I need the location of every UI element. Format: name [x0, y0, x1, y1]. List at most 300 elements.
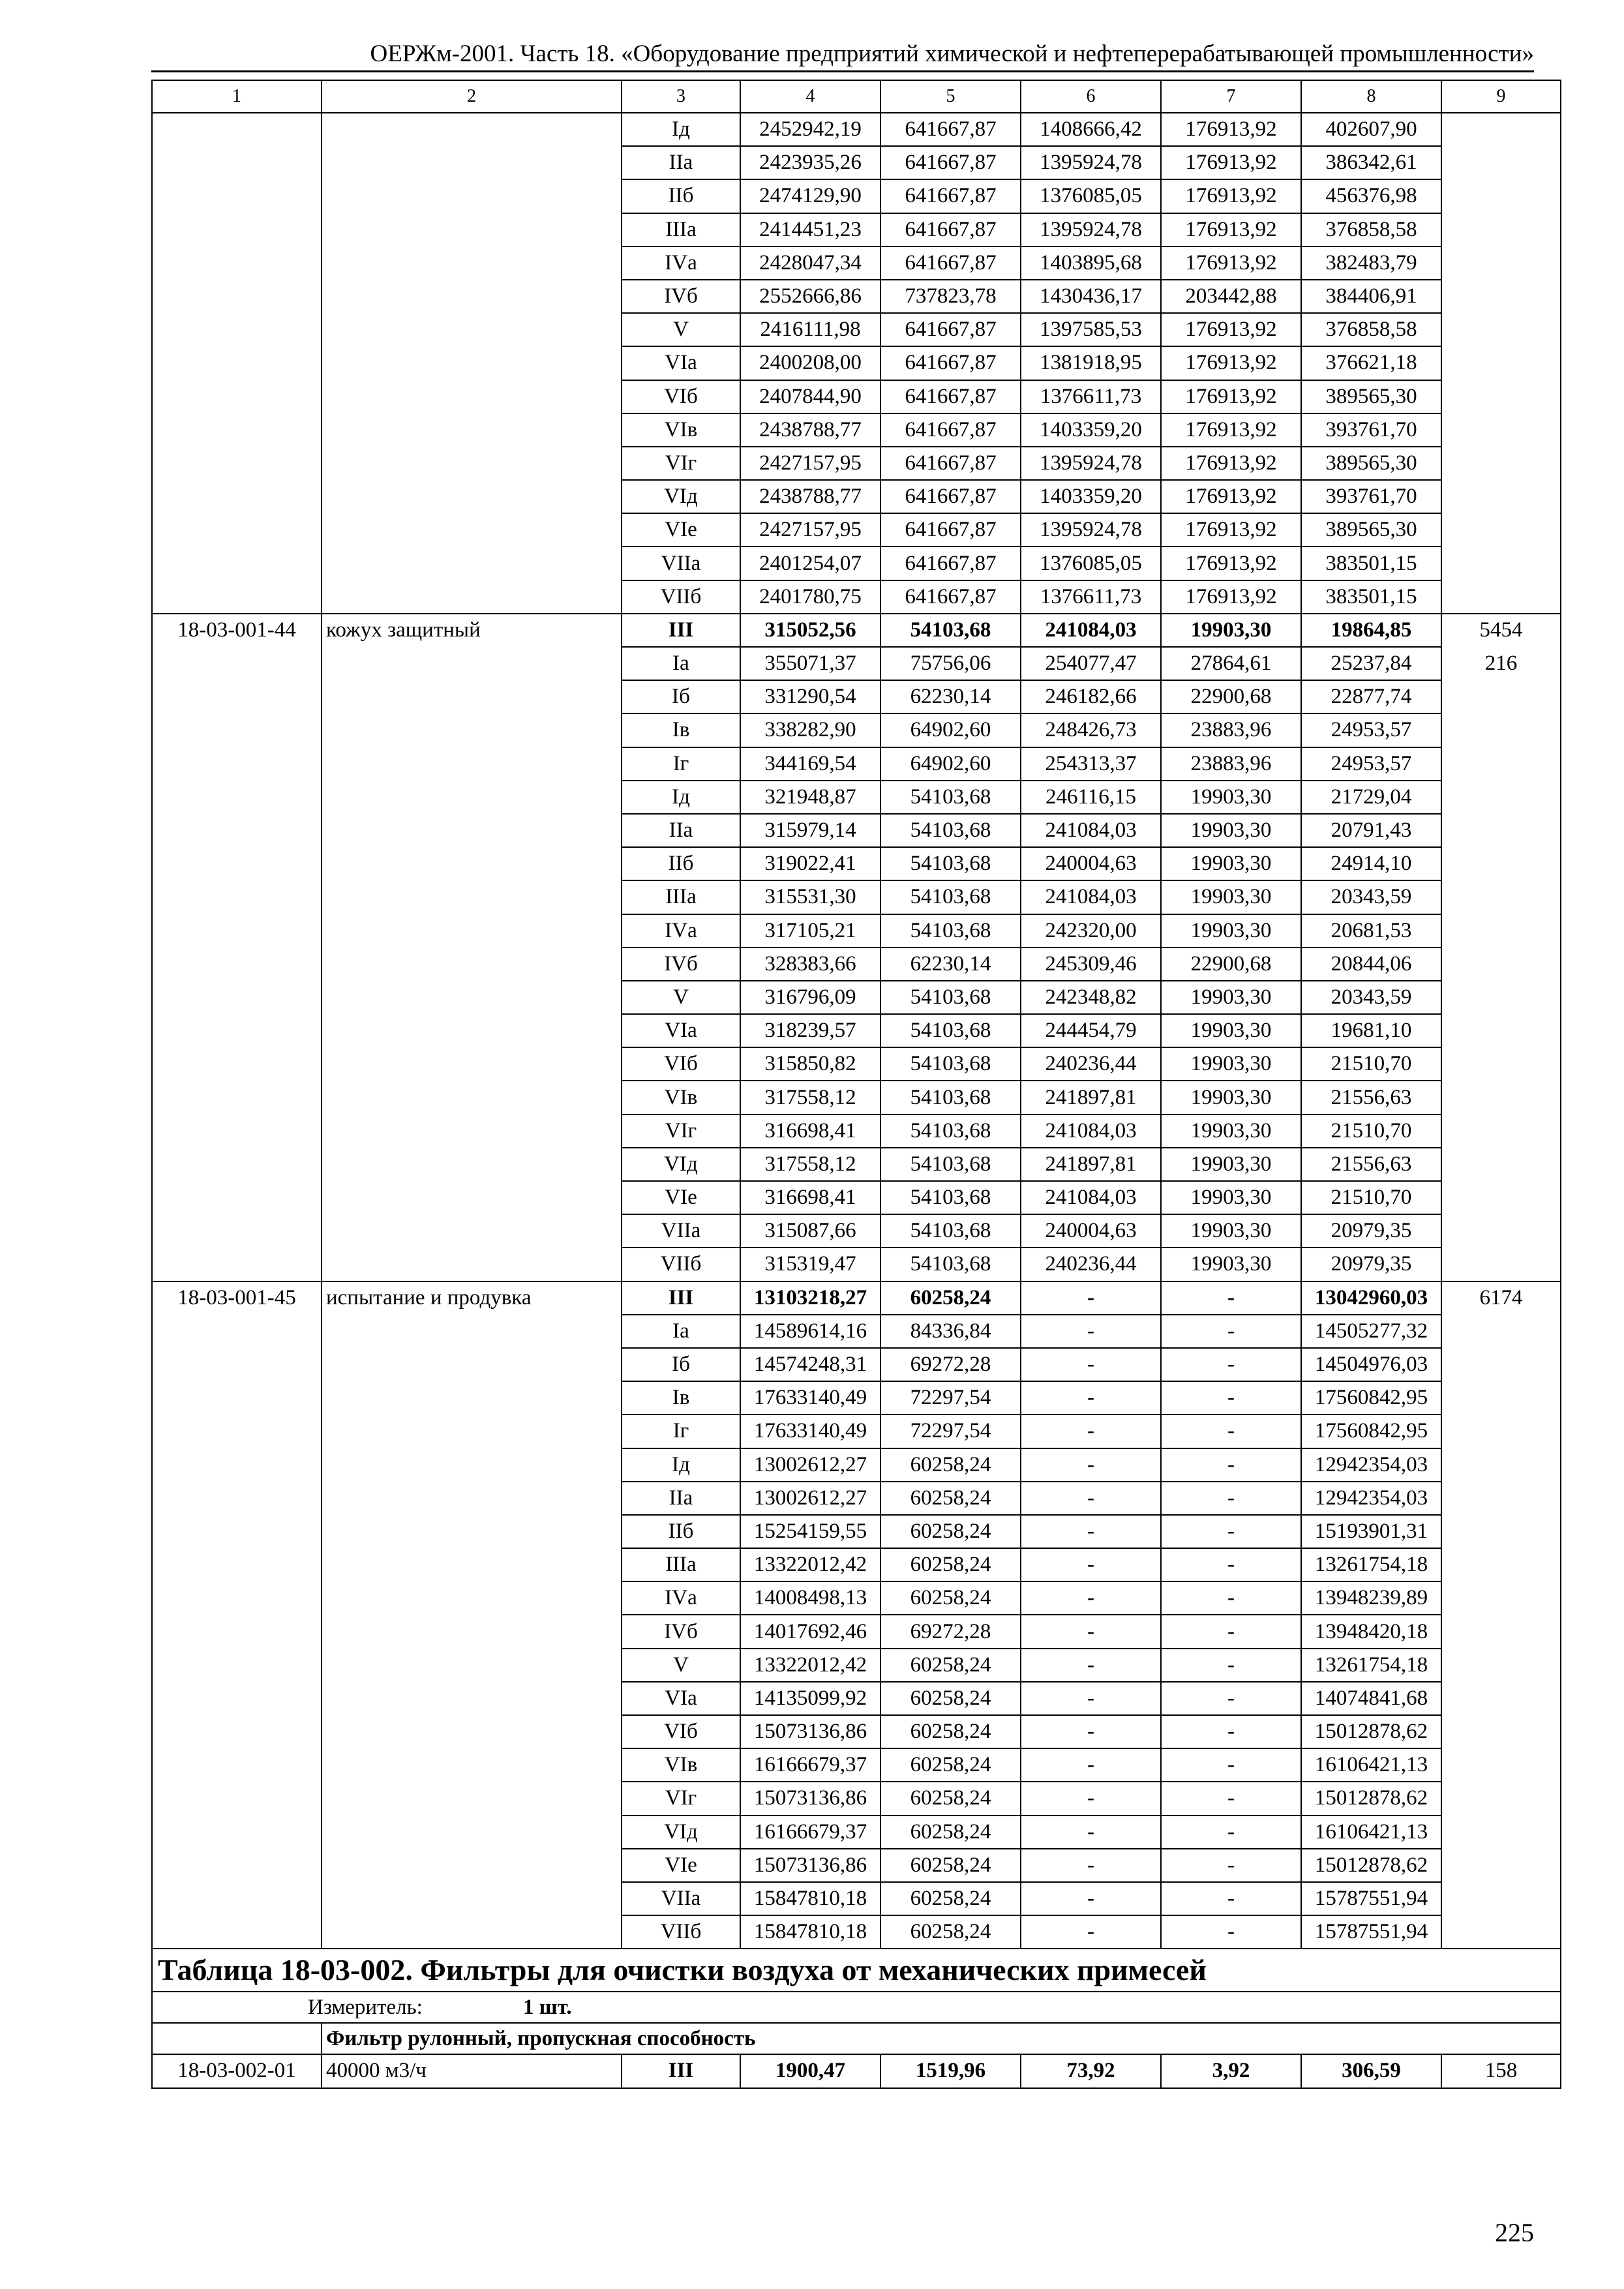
work-name: [322, 747, 622, 781]
rate-code: [152, 1816, 322, 1849]
value-cell: 54103,68: [880, 1181, 1021, 1214]
table-row: [152, 580, 1561, 614]
table-row: [152, 1214, 1561, 1248]
value-cell: 17633140,49: [740, 1414, 880, 1448]
value-cell: 19903,30: [1161, 814, 1301, 847]
table-row: [152, 413, 1561, 447]
value-cell: 54103,68: [880, 781, 1021, 814]
value-cell: 21510,70: [1301, 1115, 1441, 1148]
value-cell: -: [1161, 1548, 1301, 1581]
value-cell: 20343,59: [1301, 880, 1441, 914]
value-cell: 176913,92: [1161, 380, 1301, 413]
value-cell: 20343,59: [1301, 981, 1441, 1014]
extra-cell: [1441, 713, 1561, 747]
value-cell: 19903,30: [1161, 1115, 1301, 1148]
rate-code: [152, 1515, 322, 1548]
work-name: [322, 1115, 622, 1148]
extra-cell: [1441, 480, 1561, 513]
value-cell: 315531,30: [740, 880, 880, 914]
value-cell: 355071,37: [740, 647, 880, 680]
rate-code: [152, 1115, 322, 1148]
value-cell: 60258,24: [880, 1882, 1021, 1915]
value-cell: 389565,30: [1301, 513, 1441, 546]
value-cell: 19903,30: [1161, 1148, 1301, 1181]
value-cell: 317558,12: [740, 1081, 880, 1114]
value-cell: -: [1161, 1748, 1301, 1782]
rate-code: [152, 1248, 322, 1281]
column-number: 6: [1021, 80, 1161, 113]
value-cell: 14574248,31: [740, 1348, 880, 1381]
rate-code: [152, 747, 322, 781]
rate-code: [152, 213, 322, 247]
value-cell: 16166679,37: [740, 1748, 880, 1782]
extra-cell: [1441, 680, 1561, 713]
value-cell: 17560842,95: [1301, 1381, 1441, 1414]
extra-cell: [1441, 1482, 1561, 1515]
value-cell: -: [1021, 1882, 1161, 1915]
table-row: [152, 346, 1561, 380]
work-name: [322, 1682, 622, 1715]
value-cell: 54103,68: [880, 1014, 1021, 1047]
table-row: [152, 179, 1561, 213]
extra-cell: [1441, 880, 1561, 914]
table-row: [152, 1148, 1561, 1181]
value-cell: 14135099,92: [740, 1682, 880, 1715]
value-cell: 176913,92: [1161, 247, 1301, 280]
extra-cell: [1441, 1682, 1561, 1715]
rate-code: [152, 1448, 322, 1482]
rate-code: [152, 1181, 322, 1214]
work-name: [322, 1515, 622, 1548]
table-row: [152, 146, 1561, 179]
value-cell: 641667,87: [880, 113, 1021, 146]
value-cell: 15847810,18: [740, 1882, 880, 1915]
value-cell: 242348,82: [1021, 981, 1161, 1014]
zone-cell: IVа: [622, 1581, 740, 1615]
work-name: [322, 580, 622, 614]
table-row: [152, 1181, 1561, 1214]
value-cell: 3,92: [1161, 2054, 1301, 2087]
value-cell: 24953,57: [1301, 713, 1441, 747]
value-cell: 60258,24: [880, 1782, 1021, 1815]
work-name: [322, 981, 622, 1014]
work-name: кожух защитный: [322, 614, 622, 647]
value-cell: 15787551,94: [1301, 1915, 1441, 1949]
value-cell: 60258,24: [880, 1515, 1021, 1548]
value-cell: 19903,30: [1161, 1248, 1301, 1281]
extra-cell: [1441, 1248, 1561, 1281]
value-cell: 15012878,62: [1301, 1849, 1441, 1882]
value-cell: 19903,30: [1161, 1047, 1301, 1081]
work-name: [322, 1581, 622, 1615]
rate-code: [152, 1581, 322, 1615]
rate-code: [152, 1615, 322, 1648]
value-cell: 176913,92: [1161, 113, 1301, 146]
rate-code: [152, 1148, 322, 1181]
value-cell: 1900,47: [740, 2054, 880, 2087]
rate-code: [152, 346, 322, 380]
table-row: [152, 747, 1561, 781]
value-cell: 383501,15: [1301, 580, 1441, 614]
work-name: [322, 647, 622, 680]
table-row: [152, 1248, 1561, 1281]
value-cell: 25237,84: [1301, 647, 1441, 680]
value-cell: -: [1161, 1315, 1301, 1348]
table-row: [152, 1281, 1561, 1315]
value-cell: 1376085,05: [1021, 546, 1161, 580]
value-cell: 84336,84: [880, 1315, 1021, 1348]
value-cell: 1395924,78: [1021, 513, 1161, 546]
work-name: [322, 1548, 622, 1581]
page-header: ОЕРЖм-2001. Часть 18. «Оборудование предприятий химической и нефтеперерабатывающей промышленности»: [151, 38, 1534, 72]
value-cell: 2416111,98: [740, 313, 880, 346]
extra-cell: [1441, 380, 1561, 413]
zone-cell: IVб: [622, 1615, 740, 1648]
value-cell: 22900,68: [1161, 948, 1301, 981]
zone-cell: VIг: [622, 1782, 740, 1815]
zone-cell: III: [622, 1281, 740, 1315]
work-name: [322, 1381, 622, 1414]
zone-cell: Iа: [622, 1315, 740, 1348]
zone-cell: VIв: [622, 1081, 740, 1114]
table-row: [152, 213, 1561, 247]
extra-cell: [1441, 847, 1561, 880]
value-cell: 14505277,32: [1301, 1315, 1441, 1348]
rate-code: [152, 1414, 322, 1448]
table-row: [152, 1882, 1561, 1915]
table-row: [152, 1014, 1561, 1047]
rate-code: [152, 814, 322, 847]
value-cell: 15012878,62: [1301, 1715, 1441, 1748]
value-cell: 54103,68: [880, 1047, 1021, 1081]
value-cell: 54103,68: [880, 914, 1021, 948]
value-cell: 2438788,77: [740, 413, 880, 447]
value-cell: 376858,58: [1301, 313, 1441, 346]
extra-cell: [1441, 247, 1561, 280]
value-cell: 254077,47: [1021, 647, 1161, 680]
zone-cell: Iд: [622, 113, 740, 146]
value-cell: -: [1161, 1882, 1301, 1915]
extra-cell: [1441, 814, 1561, 847]
table-row: [152, 1081, 1561, 1114]
work-name: [322, 847, 622, 880]
value-cell: -: [1021, 1381, 1161, 1414]
value-cell: 19903,30: [1161, 880, 1301, 914]
value-cell: -: [1021, 1581, 1161, 1615]
value-cell: 241897,81: [1021, 1081, 1161, 1114]
table-row: [152, 1816, 1561, 1849]
zone-cell: IVб: [622, 948, 740, 981]
value-cell: 15254159,55: [740, 1515, 880, 1548]
value-cell: 19864,85: [1301, 614, 1441, 647]
value-cell: 2474129,90: [740, 179, 880, 213]
value-cell: 737823,78: [880, 280, 1021, 313]
work-name: 40000 м3/ч: [322, 2054, 622, 2087]
rate-code: [152, 914, 322, 948]
work-name: [322, 280, 622, 313]
zone-cell: Iв: [622, 1381, 740, 1414]
work-name: [322, 1148, 622, 1181]
value-cell: 315052,56: [740, 614, 880, 647]
value-cell: 60258,24: [880, 1482, 1021, 1515]
value-cell: 20681,53: [1301, 914, 1441, 948]
zone-cell: V: [622, 981, 740, 1014]
value-cell: 19903,30: [1161, 1014, 1301, 1047]
value-cell: 54103,68: [880, 847, 1021, 880]
value-cell: 1397585,53: [1021, 313, 1161, 346]
value-cell: 16166679,37: [740, 1816, 880, 1849]
table2-title: Таблица 18-03-002. Фильтры для очистки воздуха от механических примесей: [152, 1949, 1561, 1992]
value-cell: 248426,73: [1021, 713, 1161, 747]
work-name: [322, 480, 622, 513]
rates-table: [151, 80, 1561, 2089]
zone-cell: VIг: [622, 1115, 740, 1148]
value-cell: 641667,87: [880, 447, 1021, 480]
zone-cell: IIIа: [622, 1548, 740, 1581]
column-number-row: [152, 80, 1561, 113]
work-name: [322, 1748, 622, 1782]
extra-cell: [1441, 1548, 1561, 1581]
extra-cell: [1441, 513, 1561, 546]
work-name: [322, 247, 622, 280]
rate-code: [152, 1649, 322, 1682]
zone-cell: Iв: [622, 713, 740, 747]
value-cell: 1403359,20: [1021, 480, 1161, 513]
table-row: [152, 647, 1561, 680]
extra-cell: [1441, 413, 1561, 447]
value-cell: 241084,03: [1021, 880, 1161, 914]
value-cell: 75756,06: [880, 647, 1021, 680]
rate-code: [152, 1849, 322, 1882]
work-name: [322, 1448, 622, 1482]
table-row: [152, 513, 1561, 546]
value-cell: -: [1021, 1548, 1161, 1581]
extra-cell: [1441, 1381, 1561, 1414]
value-cell: 176913,92: [1161, 179, 1301, 213]
work-name: [322, 346, 622, 380]
value-cell: 19903,30: [1161, 1081, 1301, 1114]
zone-cell: Iб: [622, 1348, 740, 1381]
value-cell: 54103,68: [880, 614, 1021, 647]
value-cell: 15073136,86: [740, 1715, 880, 1748]
value-cell: 241084,03: [1021, 1115, 1161, 1148]
value-cell: 241084,03: [1021, 614, 1161, 647]
value-cell: 13322012,42: [740, 1649, 880, 1682]
value-cell: 1430436,17: [1021, 280, 1161, 313]
extra-cell: 158: [1441, 2054, 1561, 2087]
value-cell: 2428047,34: [740, 247, 880, 280]
value-cell: -: [1161, 1849, 1301, 1882]
column-number: 2: [322, 80, 622, 113]
value-cell: 203442,88: [1161, 280, 1301, 313]
rate-code: [152, 480, 322, 513]
value-cell: 13322012,42: [740, 1548, 880, 1581]
extra-cell: [1441, 580, 1561, 614]
rate-code: [152, 647, 322, 680]
value-cell: -: [1161, 1715, 1301, 1748]
rate-code: [152, 1081, 322, 1114]
value-cell: 13948420,18: [1301, 1615, 1441, 1648]
value-cell: -: [1161, 1515, 1301, 1548]
value-cell: -: [1021, 1315, 1161, 1348]
work-name: [322, 713, 622, 747]
value-cell: 60258,24: [880, 1682, 1021, 1715]
value-cell: 54103,68: [880, 814, 1021, 847]
work-name: [322, 680, 622, 713]
value-cell: 15847810,18: [740, 1915, 880, 1949]
value-cell: 240236,44: [1021, 1248, 1161, 1281]
work-name: [322, 113, 622, 146]
value-cell: 641667,87: [880, 513, 1021, 546]
value-cell: 2438788,77: [740, 480, 880, 513]
value-cell: -: [1161, 1281, 1301, 1315]
work-name: [322, 380, 622, 413]
value-cell: 176913,92: [1161, 313, 1301, 346]
value-cell: 306,59: [1301, 2054, 1441, 2087]
zone-cell: IVа: [622, 247, 740, 280]
table-row: [152, 1615, 1561, 1648]
value-cell: 641667,87: [880, 146, 1021, 179]
value-cell: 2427157,95: [740, 447, 880, 480]
zone-cell: IVб: [622, 280, 740, 313]
extra-cell: [1441, 113, 1561, 146]
rate-code: [152, 1348, 322, 1381]
zone-cell: VIг: [622, 447, 740, 480]
value-cell: 15012878,62: [1301, 1782, 1441, 1815]
work-name: [322, 1014, 622, 1047]
rate-code: [152, 580, 322, 614]
value-cell: 386342,61: [1301, 146, 1441, 179]
value-cell: 240236,44: [1021, 1047, 1161, 1081]
extra-cell: [1441, 1181, 1561, 1214]
value-cell: 2552666,86: [740, 280, 880, 313]
value-cell: 24914,10: [1301, 847, 1441, 880]
rate-code: [152, 280, 322, 313]
extra-cell: [1441, 546, 1561, 580]
rate-code: [152, 513, 322, 546]
value-cell: 62230,14: [880, 948, 1021, 981]
value-cell: -: [1161, 1782, 1301, 1815]
value-cell: 73,92: [1021, 2054, 1161, 2087]
value-cell: 19903,30: [1161, 847, 1301, 880]
value-cell: 15193901,31: [1301, 1515, 1441, 1548]
table-row: [152, 1915, 1561, 1949]
value-cell: 2452942,19: [740, 113, 880, 146]
extra-cell: [1441, 1715, 1561, 1748]
zone-cell: VIе: [622, 1849, 740, 1882]
value-cell: 20979,35: [1301, 1214, 1441, 1248]
value-cell: -: [1021, 1482, 1161, 1515]
table2-title-row: [152, 1949, 1561, 1992]
value-cell: 384406,91: [1301, 280, 1441, 313]
value-cell: 641667,87: [880, 247, 1021, 280]
value-cell: 23883,96: [1161, 713, 1301, 747]
extra-cell: [1441, 1214, 1561, 1248]
zone-cell: Iб: [622, 680, 740, 713]
value-cell: 241897,81: [1021, 1148, 1161, 1181]
value-cell: 246182,66: [1021, 680, 1161, 713]
zone-cell: Iг: [622, 747, 740, 781]
value-cell: 641667,87: [880, 380, 1021, 413]
value-cell: 60258,24: [880, 1581, 1021, 1615]
column-number: 1: [152, 80, 322, 113]
value-cell: 60258,24: [880, 1448, 1021, 1482]
rate-code: [152, 1315, 322, 1348]
table-row: [152, 313, 1561, 346]
value-cell: 240004,63: [1021, 1214, 1161, 1248]
extra-cell: [1441, 1915, 1561, 1949]
value-cell: -: [1021, 1281, 1161, 1315]
value-cell: 241084,03: [1021, 1181, 1161, 1214]
value-cell: 2414451,23: [740, 213, 880, 247]
table-row: [152, 546, 1561, 580]
value-cell: 389565,30: [1301, 447, 1441, 480]
value-cell: -: [1161, 1482, 1301, 1515]
value-cell: 13948239,89: [1301, 1581, 1441, 1615]
value-cell: 12942354,03: [1301, 1448, 1441, 1482]
rate-code: [152, 1047, 322, 1081]
table-row: [152, 981, 1561, 1014]
table-row: [152, 1047, 1561, 1081]
value-cell: 20791,43: [1301, 814, 1441, 847]
rate-code: [152, 146, 322, 179]
value-cell: 69272,28: [880, 1615, 1021, 1648]
zone-cell: Iд: [622, 1448, 740, 1482]
extra-cell: [1441, 781, 1561, 814]
value-cell: 641667,87: [880, 413, 1021, 447]
value-cell: 21729,04: [1301, 781, 1441, 814]
rate-code: [152, 680, 322, 713]
value-cell: 2427157,95: [740, 513, 880, 546]
subheading-row: [152, 2023, 1561, 2054]
value-cell: 456376,98: [1301, 179, 1441, 213]
value-cell: 316698,41: [740, 1115, 880, 1148]
column-number: 7: [1161, 80, 1301, 113]
value-cell: 22900,68: [1161, 680, 1301, 713]
table-row: [152, 247, 1561, 280]
value-cell: 16106421,13: [1301, 1816, 1441, 1849]
table-row: [152, 1448, 1561, 1482]
value-cell: 176913,92: [1161, 513, 1301, 546]
extra-cell: [1441, 747, 1561, 781]
zone-cell: VIе: [622, 513, 740, 546]
value-cell: 318239,57: [740, 1014, 880, 1047]
zone-cell: IVа: [622, 914, 740, 948]
extra-cell: [1441, 346, 1561, 380]
extra-cell: [1441, 1849, 1561, 1882]
value-cell: 2401780,75: [740, 580, 880, 614]
work-name: [322, 413, 622, 447]
value-cell: 14074841,68: [1301, 1682, 1441, 1715]
value-cell: 54103,68: [880, 1214, 1021, 1248]
value-cell: 60258,24: [880, 1715, 1021, 1748]
rate-code: [152, 880, 322, 914]
value-cell: 14504976,03: [1301, 1348, 1441, 1381]
value-cell: 316796,09: [740, 981, 880, 1014]
value-cell: 64902,60: [880, 713, 1021, 747]
value-cell: 242320,00: [1021, 914, 1161, 948]
value-cell: 72297,54: [880, 1414, 1021, 1448]
value-cell: 176913,92: [1161, 546, 1301, 580]
value-cell: 176913,92: [1161, 480, 1301, 513]
value-cell: 13002612,27: [740, 1482, 880, 1515]
value-cell: 331290,54: [740, 680, 880, 713]
zone-cell: VIд: [622, 1148, 740, 1181]
table-row: [152, 1315, 1561, 1348]
value-cell: 1403359,20: [1021, 413, 1161, 447]
extra-cell: 216: [1441, 647, 1561, 680]
value-cell: 17560842,95: [1301, 1414, 1441, 1448]
